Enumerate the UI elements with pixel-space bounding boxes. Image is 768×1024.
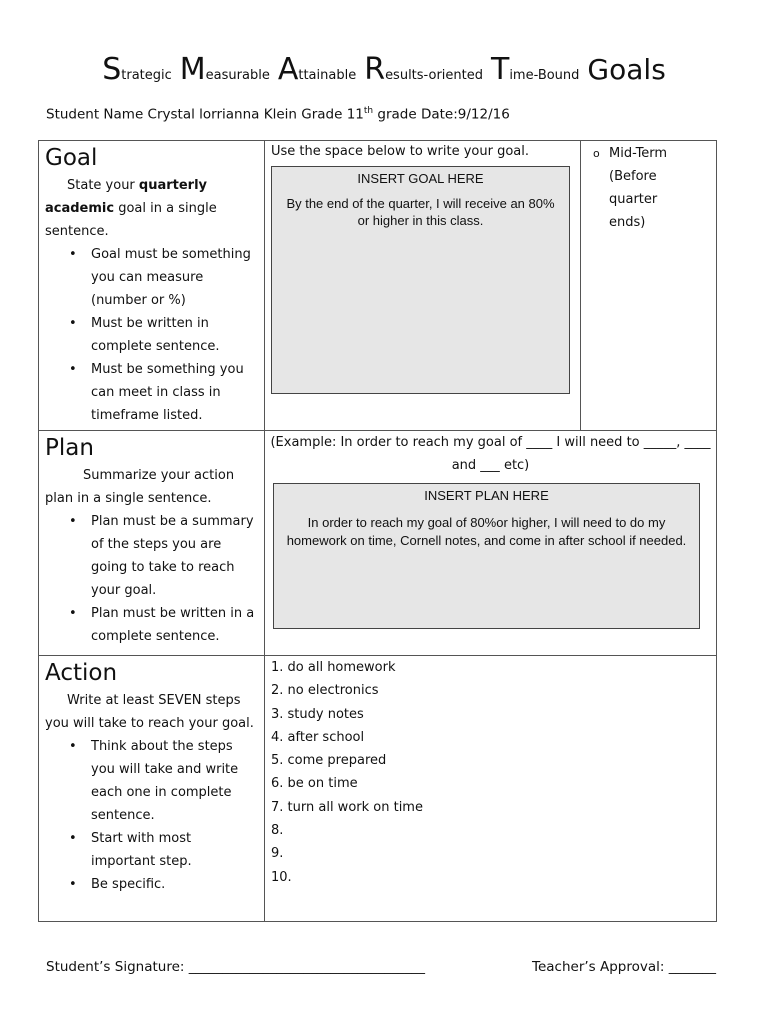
action-step: 1. do all homework xyxy=(271,660,396,675)
goal-box-text: By the end of the quarter, I will receive an 80% or higher in this class. xyxy=(286,196,555,228)
timeframe-cell xyxy=(581,141,717,431)
list-item: • Must be something you can meet in class in timeframe listed. xyxy=(91,358,258,427)
list-item: • Plan must be written in a complete sentence. xyxy=(91,602,258,648)
title-word-timebound: ime-Bound xyxy=(509,68,580,83)
student-info-line xyxy=(46,106,510,123)
action-instructions-cell xyxy=(39,656,265,922)
action-step: 4. after school xyxy=(271,729,365,745)
action-bullet-list xyxy=(45,735,258,896)
signature-line xyxy=(46,959,716,975)
title-word-results: esults-oriented xyxy=(385,68,483,83)
list-item: • Goal must be something you can measure (number or %) xyxy=(91,243,258,312)
plan-intro: Summarize your action plan in a single sentence. xyxy=(45,468,235,506)
goal-instruction: Use the space below to write your goal. xyxy=(271,144,530,159)
plan-bullet-list xyxy=(45,510,258,648)
action-step: 10. xyxy=(271,869,292,885)
action-step: 2. no electronics xyxy=(271,683,379,699)
plan-entry-cell xyxy=(265,431,717,656)
title-word-goals: Goals xyxy=(587,53,666,86)
goal-input-box[interactable] xyxy=(271,166,570,394)
action-step: 8. xyxy=(271,823,284,839)
list-item: • Be specific. xyxy=(91,873,258,896)
list-item: • Think about the steps you will take and write each one in complete sentence. xyxy=(91,735,258,827)
list-item: • Plan must be a summary of the steps you are going to take to reach your goal. xyxy=(91,510,258,602)
action-step: 5. come prepared xyxy=(271,753,387,769)
plan-box-header: INSERT PLAN HERE xyxy=(424,488,549,503)
action-heading: Action xyxy=(45,660,118,686)
list-item: • Start with most important step. xyxy=(91,827,258,873)
list-item: • Must be written in complete sentence. xyxy=(91,312,258,358)
student-signature-field[interactable]: Student’s Signature: ___________________________________ xyxy=(46,959,425,975)
goal-entry-cell xyxy=(265,141,581,431)
action-intro: Write at least SEVEN steps you will take to reach your goal. xyxy=(45,693,254,731)
plan-heading: Plan xyxy=(45,435,94,461)
title-word-strategic: trategic xyxy=(121,68,172,83)
action-row xyxy=(39,656,717,922)
goal-bullet-list xyxy=(45,243,258,427)
title-letter-s: S xyxy=(102,52,122,87)
title-letter-r: R xyxy=(364,52,386,87)
action-step: 3. study notes xyxy=(271,706,364,722)
document-title xyxy=(0,52,768,87)
goal-heading: Goal xyxy=(45,145,98,171)
goal-instructions-cell xyxy=(39,141,265,431)
action-step: 9. xyxy=(271,846,284,862)
action-step: 7. turn all work on time xyxy=(271,799,423,815)
timeframe-text: Mid-Term (Before quarter ends) xyxy=(609,146,668,230)
plan-box-text: In order to reach my goal of 80%or higher, I will need to do my homework on time, Cornell notes, and come in after school if needed. xyxy=(286,515,687,548)
hollow-bullet-icon: o xyxy=(593,147,600,160)
title-word-attainable: ttainable xyxy=(298,68,357,83)
plan-example: (Example: In order to reach my goal of ____ I will need to _____, ____ and ___ etc) xyxy=(270,435,711,473)
goal-intro: State your quarterly academic goal in a single sentence. xyxy=(45,178,217,239)
goal-intro-bold: quarterly academic xyxy=(45,178,208,216)
plan-input-box[interactable] xyxy=(273,483,700,629)
plan-row xyxy=(39,431,717,656)
grade-superscript: th xyxy=(363,106,374,116)
title-letter-m: M xyxy=(179,52,206,87)
title-word-measurable: easurable xyxy=(205,68,270,83)
smart-goals-table xyxy=(38,140,717,922)
action-steps-list xyxy=(265,656,716,889)
teacher-approval-field[interactable]: Teacher’s Approval: _______ xyxy=(532,959,716,975)
title-letter-t: T xyxy=(490,52,510,87)
grade-date-text: grade Date:9/12/16 xyxy=(373,106,510,123)
action-steps-cell xyxy=(265,656,717,922)
title-letter-a: A xyxy=(277,52,299,87)
action-step: 6. be on time xyxy=(271,776,358,792)
plan-instructions-cell xyxy=(39,431,265,656)
goal-box-header: INSERT GOAL HERE xyxy=(357,171,484,186)
student-info-text: Student Name Crystal lorrianna Klein Grade 11 xyxy=(46,106,364,123)
goal-row xyxy=(39,141,717,431)
